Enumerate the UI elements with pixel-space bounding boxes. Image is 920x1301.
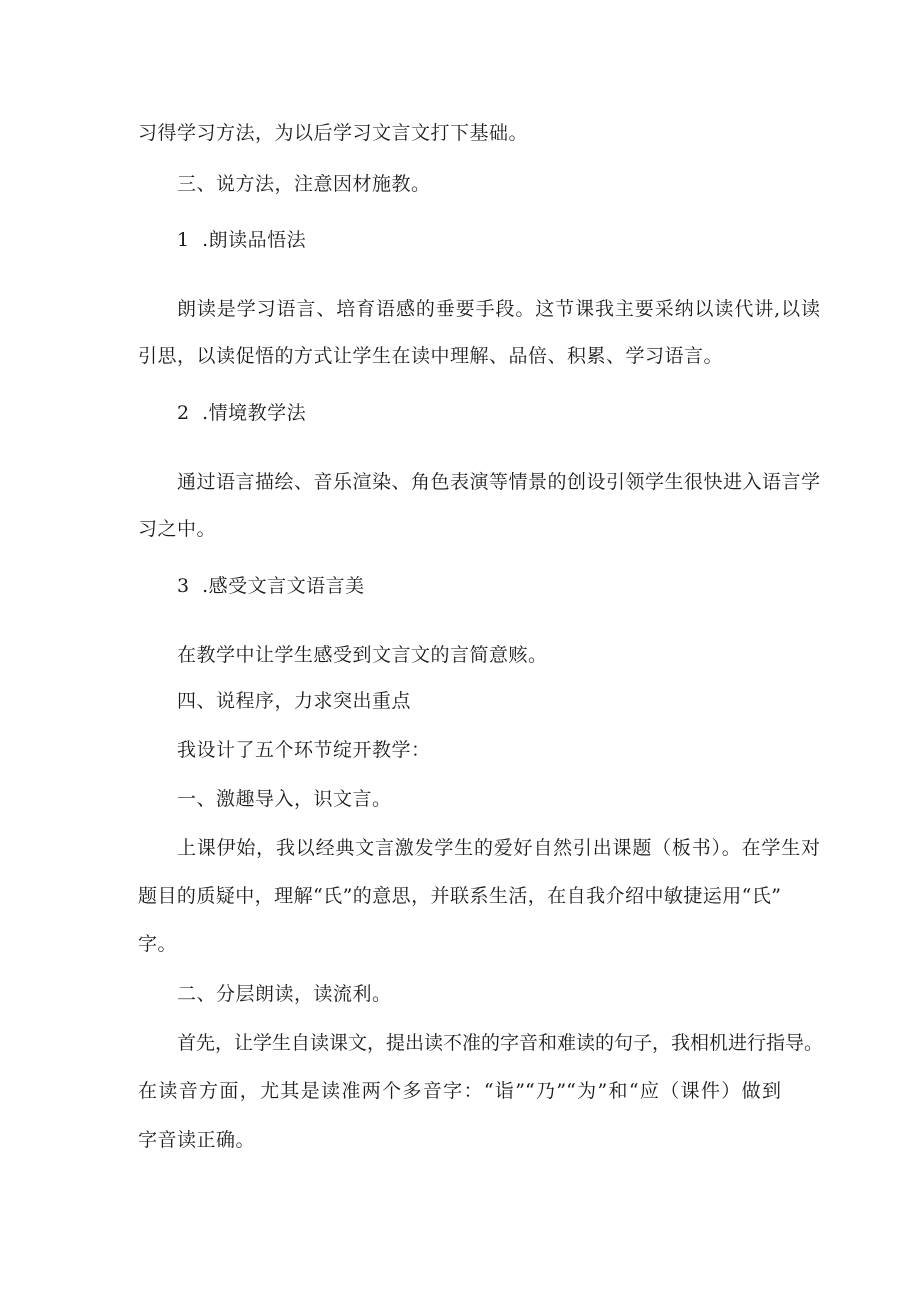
section-heading: 一、激趣导入，识文言。 [177,788,392,810]
text-line: 我设计了五个环节绽开教学： [177,739,431,761]
text-line: 通过语言描绘、音乐渲染、角色表演等情景的创设引领学生很快进入语言学 [177,471,820,493]
text-line: 首先，让学生自读课文，提出读不准的字音和难读的句子，我相机进行指导。 [177,1032,824,1054]
section-heading: 二、分层朗读，读流利。 [177,983,392,1005]
text-line: 上课伊始，我以经典文言激发学生的爱好自然引出课题（板书）。在学生对 [177,837,820,859]
section-heading: 四、说程序，力求突出重点 [177,690,412,712]
text-line: 习之中。 [138,518,217,540]
text-line: 引思，以读促悟的方式让学生在读中理解、品倍、积累、学习语言。 [138,345,724,367]
text-line: 在读音方面，尤其是读准两个多音字：“诣”“乃”“为”和“应（课件）做到 [138,1080,781,1102]
section-heading: 三、说方法，注意因材施教。 [177,173,431,195]
text-line: 习得学习方法，为以后学习文言文打下基础。 [138,122,529,144]
text-line: 字。 [138,933,178,955]
subsection-heading: 1 .朗读品悟法 [177,229,307,251]
text-line: 字音读正确。 [138,1129,256,1151]
subsection-heading: 3 .感受文言文语言美 [177,575,365,597]
subsection-heading: 2 .情境教学法 [177,402,307,424]
text-line: 朗读是学习语言、培育语感的垂要手段。这节课我主要采纳以读代讲,以读 [177,298,820,320]
text-line: 题目的质疑中，理解“氏”的意思，并联系生活，在自我介绍中敏捷运用“氏” [138,885,781,907]
text-line: 在教学中让学生感受到文言文的言简意赅。 [177,644,548,666]
